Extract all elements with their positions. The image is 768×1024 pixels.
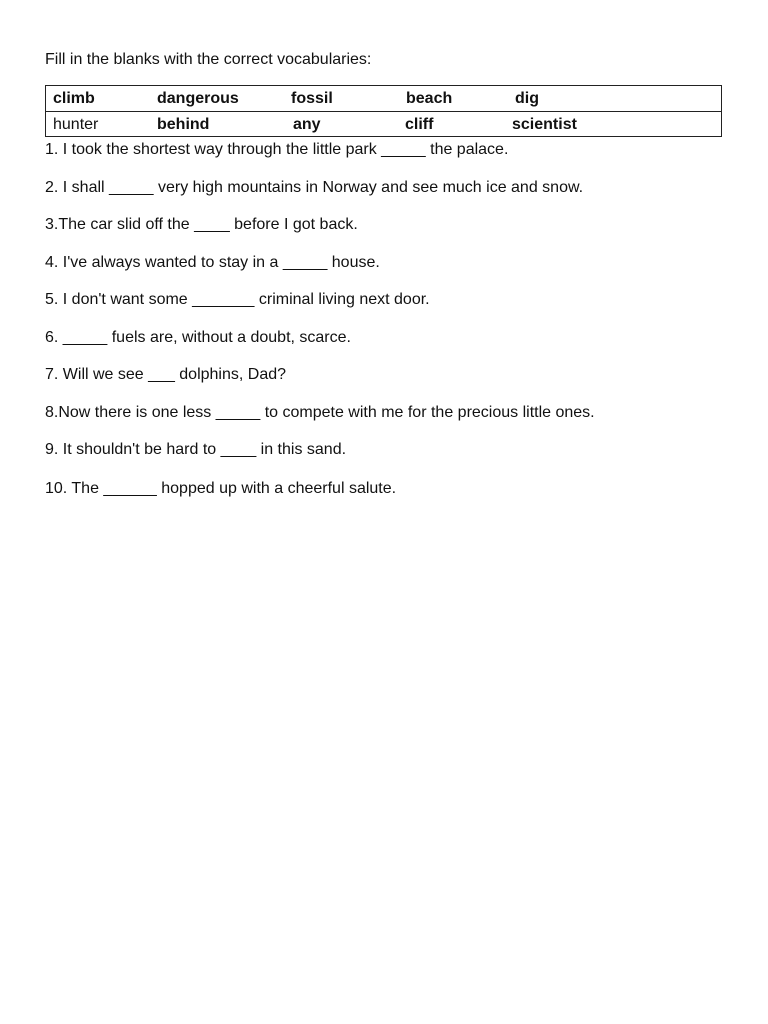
- vocab-word-hunter: hunter: [53, 116, 99, 133]
- question-item: 8.Now there is one less _____ to compete with me for the precious little ones.: [45, 404, 595, 421]
- question-item: 6. _____ fuels are, without a doubt, scarce.: [45, 329, 351, 346]
- vocab-word-dangerous: dangerous: [157, 90, 239, 107]
- question-item: 9. It shouldn't be hard to ____ in this sand.: [45, 441, 347, 458]
- question-item: 1. I took the shortest way through the little park _____ the palace.: [45, 141, 509, 158]
- vocab-word-beach: beach: [406, 90, 453, 107]
- vocab-word-dig: dig: [515, 90, 539, 107]
- question-item: 3.The car slid off the ____ before I got back.: [45, 216, 358, 233]
- vocabulary-row: [46, 111, 721, 136]
- vocab-word-any: any: [293, 116, 321, 133]
- vocab-word-cliff: cliff: [405, 116, 434, 133]
- question-item: 5. I don't want some _______ criminal living next door.: [45, 291, 430, 308]
- question-item: 2. I shall _____ very high mountains in Norway and see much ice and snow.: [45, 179, 584, 196]
- vocab-word-behind: behind: [157, 116, 210, 133]
- vocabulary-table: [45, 85, 722, 137]
- vocab-word-climb: climb: [53, 90, 95, 107]
- question-item: 4. I've always wanted to stay in a _____ house.: [45, 254, 380, 271]
- vocab-word-scientist: scientist: [512, 116, 577, 133]
- instruction-text: Fill in the blanks with the correct vocabularies:: [45, 51, 372, 68]
- vocab-word-fossil: fossil: [291, 90, 333, 107]
- question-item: 10. The ______ hopped up with a cheerful salute.: [45, 480, 397, 497]
- vocabulary-row: [46, 86, 721, 111]
- question-item: 7. Will we see ___ dolphins, Dad?: [45, 366, 287, 383]
